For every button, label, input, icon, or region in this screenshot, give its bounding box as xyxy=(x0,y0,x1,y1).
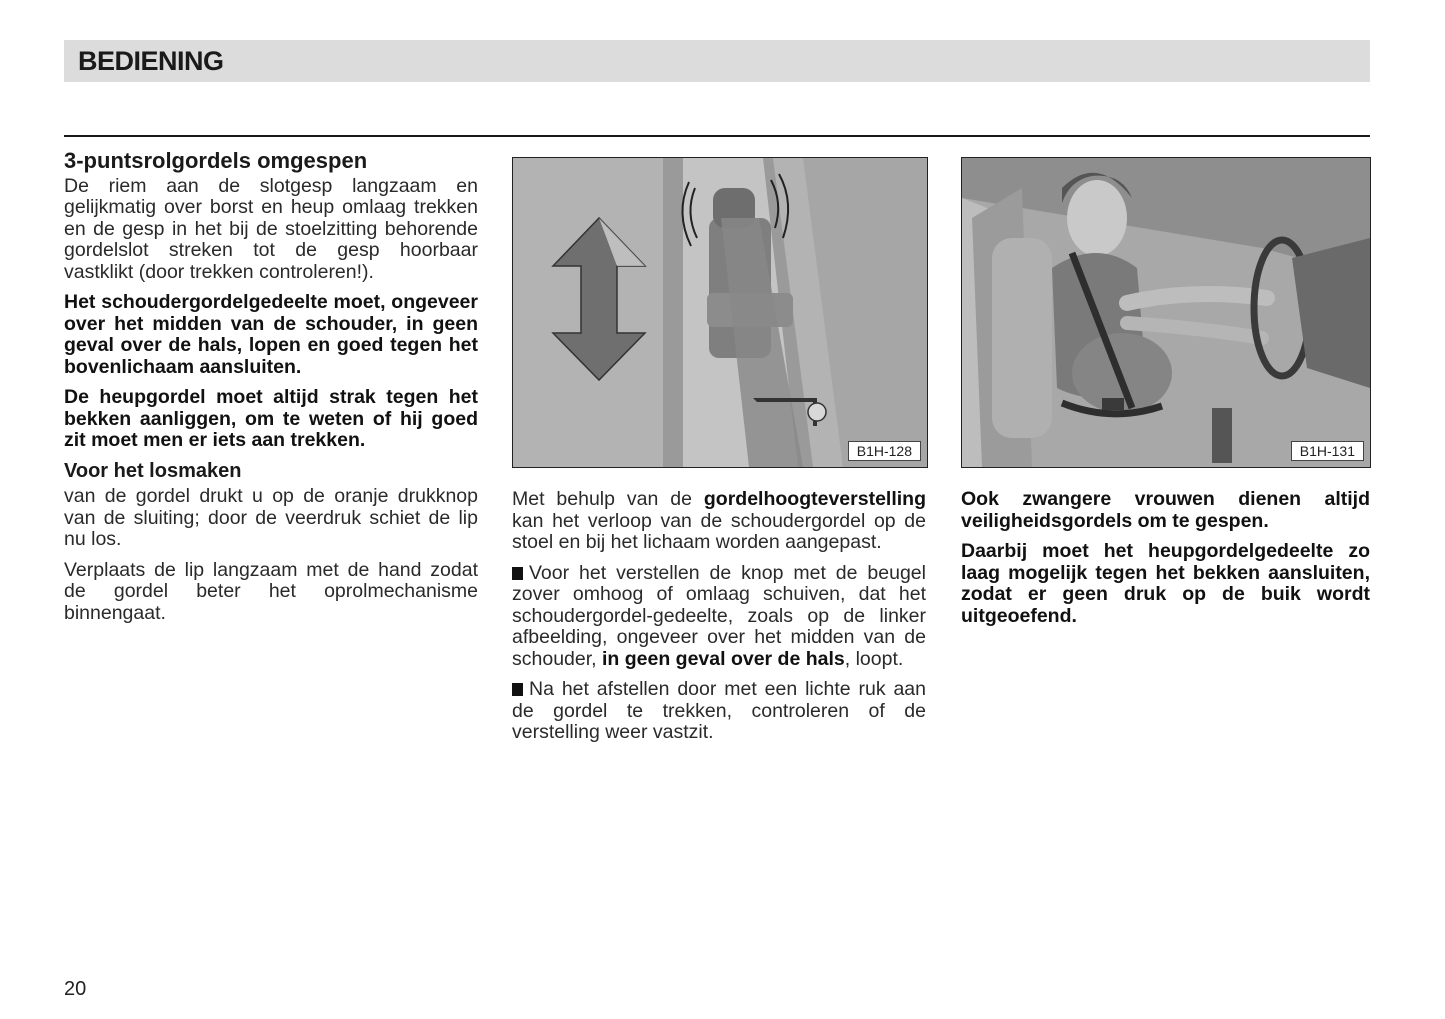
header-bar xyxy=(64,40,1370,82)
belt-adjuster-drawing xyxy=(513,158,927,467)
verify-step xyxy=(512,679,926,744)
shoulder-belt-warning: Het schoudergordelgedeelte moet, ongeveer over het midden van de schouder, in geen geval over de hals, lopen en goed tegen het bovenlichaam aansluiten. xyxy=(64,291,478,378)
height-adjustment-intro-end: kan het verloop van de schoudergordel op de stoel en bij het lichaam worden aangepast. xyxy=(512,509,926,553)
height-adjustment-intro xyxy=(512,489,926,554)
page-number: 20 xyxy=(64,978,87,1000)
lap-belt-position-notice: Daarbij moet het heupgordelgedeelte zo laag mogelijk tegen het bekken aansluiten, zodat er geen druk op de buik wordt uitgeoefend. xyxy=(961,540,1370,627)
horizontal-rule xyxy=(64,135,1370,137)
adjust-step xyxy=(512,563,926,671)
middle-text-column xyxy=(512,489,926,753)
figure-label-b1h-128: B1H-128 xyxy=(848,441,921,461)
height-adjustment-intro-start: Met behulp van de xyxy=(512,488,704,510)
height-adjustment-term: gordelhoogteverstelling xyxy=(703,488,926,510)
release-subheading: Voor het losmaken xyxy=(64,459,242,482)
release-instructions: van de gordel drukt u op de oranje drukknop van de sluiting; door de veerdruk schiet de lip nu los. xyxy=(64,485,478,550)
left-text-column xyxy=(64,150,478,633)
bullet-square-icon xyxy=(512,683,523,696)
pregnant-women-notice: Ook zwangere vrouwen dienen altijd veiligheidsgordels om te gespen. xyxy=(961,488,1370,532)
bullet-square-icon xyxy=(512,567,523,580)
pregnant-driver-illustration xyxy=(961,157,1371,468)
adjust-step-warning: in geen geval over de hals xyxy=(601,647,845,670)
lap-belt-warning: De heupgordel moet altijd strak tegen het bekken aanliggen, om te weten of hij goed zit moet men er iets aan trekken. xyxy=(64,386,478,451)
pregnant-driver-drawing xyxy=(962,158,1370,467)
verify-step-text: Na het afstellen door met een lichte ruk aan de gordel te trekken, controleren of de verstelling weer vastzit. xyxy=(512,678,926,743)
right-text-column xyxy=(961,489,1370,636)
retract-instructions: Verplaats de lip langzaam met de hand zodat de gordel beter het oprolmechanisme binnengaat. xyxy=(64,558,478,624)
figure-label-b1h-131: B1H-131 xyxy=(1291,441,1364,461)
section-title: 3-puntsrolgordels omgespen xyxy=(64,148,368,173)
adjust-step-start: Voor het verstellen de knop met de beugel zover omhoog of omlaag schuiven, dat het schoudergordel-gedeelte, zoals op de linker afbeelding, ongeveer over het midden van de schouder, xyxy=(512,561,926,670)
belt-height-adjuster-illustration xyxy=(512,157,928,468)
buckle-instructions: De riem aan de slotgesp langzaam en gelijkmatig over borst en heup omlaag trekken en de gesp in het bij de stoelzitting behorende gordelslot streken tot de gesp hoorbaar vastklikt (door trekken controleren!). xyxy=(64,174,478,283)
adjust-step-end: , loopt. xyxy=(844,647,904,670)
section-header-title: BEDIENING xyxy=(78,46,224,76)
